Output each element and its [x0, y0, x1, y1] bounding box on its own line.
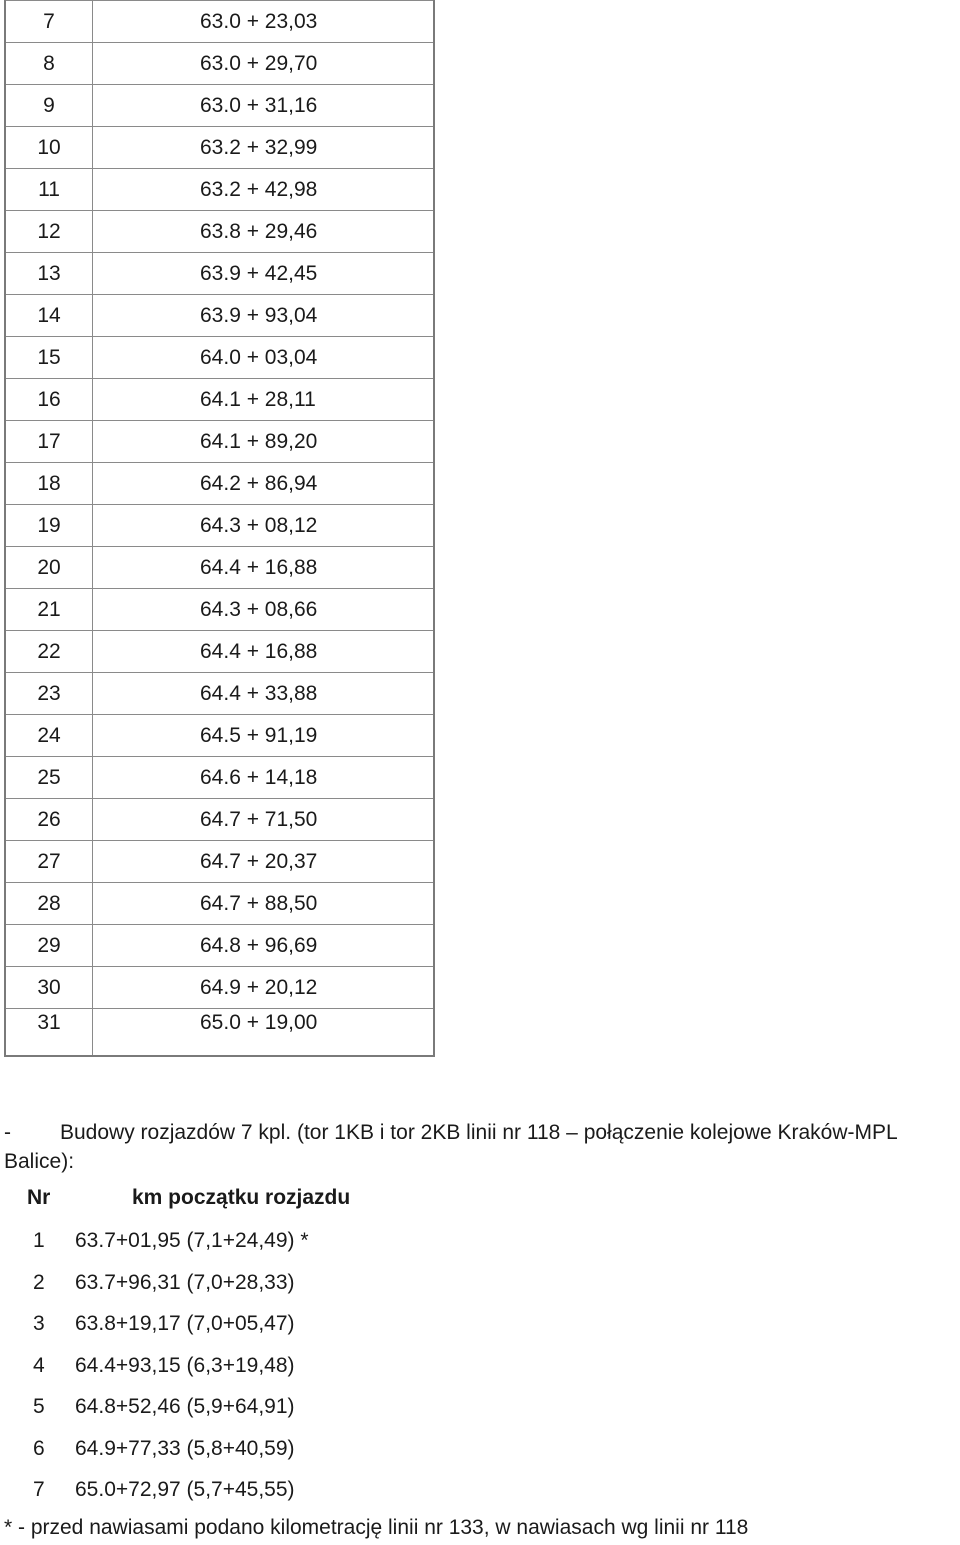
- row-number: 12: [5, 211, 93, 253]
- item-kilometrage: 64.8+52,46 (5,9+64,91): [75, 1395, 295, 1418]
- table-row: [5, 1, 434, 43]
- item-number: 5: [33, 1395, 45, 1418]
- row-kilometrage: 63.9 + 42,45: [93, 253, 435, 295]
- list-item: [0, 1392, 960, 1434]
- row-kilometrage: 64.5 + 91,19: [93, 715, 435, 757]
- row-kilometrage: 64.4 + 16,88: [93, 547, 435, 589]
- table-row: [5, 463, 434, 505]
- row-number: 23: [5, 673, 93, 715]
- row-kilometrage: 64.3 + 08,66: [93, 589, 435, 631]
- item-kilometrage: 64.4+93,15 (6,3+19,48): [75, 1353, 295, 1377]
- switch-list: [0, 1226, 960, 1517]
- row-kilometrage: 63.0 + 23,03: [93, 1, 435, 43]
- table-row: [5, 925, 434, 967]
- row-kilometrage: 64.7 + 88,50: [93, 883, 435, 925]
- row-kilometrage: 64.1 + 28,11: [93, 379, 435, 421]
- row-number: 15: [5, 337, 93, 379]
- row-number: 14: [5, 295, 93, 337]
- table-row: [5, 421, 434, 463]
- table-row: [5, 547, 434, 589]
- table-row: [5, 631, 434, 673]
- row-number: 30: [5, 967, 93, 1009]
- list-item: [0, 1309, 960, 1351]
- table-row: [5, 337, 434, 379]
- list-item: [0, 1434, 960, 1476]
- item-kilometrage: 63.7+96,31 (7,0+28,33): [75, 1270, 295, 1294]
- row-kilometrage: 64.1 + 89,20: [93, 421, 435, 463]
- table-row: [5, 127, 434, 169]
- list-item: [0, 1475, 960, 1517]
- row-kilometrage: 64.6 + 14,18: [93, 757, 435, 799]
- row-number: 17: [5, 421, 93, 463]
- row-number: 31: [5, 1009, 93, 1057]
- row-kilometrage: 64.2 + 86,94: [93, 463, 435, 505]
- row-kilometrage: 63.2 + 32,99: [93, 127, 435, 169]
- item-number: 2: [33, 1270, 45, 1294]
- row-number: 9: [5, 85, 93, 127]
- row-kilometrage: 63.8 + 29,46: [93, 211, 435, 253]
- row-number: 28: [5, 883, 93, 925]
- table-row: [5, 967, 434, 1009]
- table-row: [5, 715, 434, 757]
- table-row: [5, 841, 434, 883]
- table-row: [5, 799, 434, 841]
- row-number: 10: [5, 127, 93, 169]
- row-number: 19: [5, 505, 93, 547]
- kilometrage-table: [4, 0, 435, 1057]
- row-number: 13: [5, 253, 93, 295]
- item-number: 3: [33, 1312, 45, 1335]
- table-row: [5, 673, 434, 715]
- row-kilometrage: 63.0 + 29,70: [93, 43, 435, 85]
- list-item: [0, 1226, 960, 1268]
- row-number: 11: [5, 169, 93, 211]
- row-kilometrage: 63.2 + 42,98: [93, 169, 435, 211]
- row-kilometrage: 64.7 + 20,37: [93, 841, 435, 883]
- list-item: [0, 1268, 960, 1310]
- item-number: 7: [33, 1478, 45, 1501]
- bullet-dash: -: [4, 1121, 11, 1144]
- section-intro-text: Budowy rozjazdów 7 kpl. (tor 1KB i tor 2KB linii nr 118 – połączenie kolejowe Kraków-MPL Balice):: [4, 1121, 897, 1173]
- item-kilometrage: 64.9+77,33 (5,8+40,59): [75, 1436, 295, 1460]
- row-number: 21: [5, 589, 93, 631]
- item-kilometrage: 63.7+01,95 (7,1+24,49) *: [75, 1229, 309, 1252]
- table-row: [5, 883, 434, 925]
- table-row: [5, 85, 434, 127]
- row-number: 27: [5, 841, 93, 883]
- row-number: 29: [5, 925, 93, 967]
- row-kilometrage: 64.8 + 96,69: [93, 925, 435, 967]
- row-number: 22: [5, 631, 93, 673]
- table-row: [5, 211, 434, 253]
- row-number: 20: [5, 547, 93, 589]
- row-kilometrage: 64.3 + 08,12: [93, 505, 435, 547]
- header-nr: Nr: [27, 1186, 51, 1209]
- table-row: [5, 505, 434, 547]
- row-number: 16: [5, 379, 93, 421]
- row-number: 24: [5, 715, 93, 757]
- row-number: 18: [5, 463, 93, 505]
- switch-list-header: [27, 1186, 351, 1210]
- row-number: 7: [5, 1, 93, 43]
- table-row: [5, 43, 434, 85]
- row-number: 25: [5, 757, 93, 799]
- footnote: * - przed nawiasami podano kilometrację linii nr 133, w nawiasach wg linii nr 118: [4, 1516, 749, 1539]
- row-number: 8: [5, 43, 93, 85]
- item-number: 1: [33, 1229, 45, 1252]
- row-kilometrage: 64.4 + 16,88: [93, 631, 435, 673]
- table-row: [5, 253, 434, 295]
- row-number: 26: [5, 799, 93, 841]
- table-row: [5, 757, 434, 799]
- header-km: km początku rozjazdu: [132, 1186, 351, 1209]
- row-kilometrage: 64.0 + 03,04: [93, 337, 435, 379]
- table-row: [5, 379, 434, 421]
- row-kilometrage: 63.9 + 93,04: [93, 295, 435, 337]
- table-row: [5, 295, 434, 337]
- table-row: [5, 169, 434, 211]
- list-item: [0, 1351, 960, 1393]
- item-number: 6: [33, 1436, 45, 1460]
- item-kilometrage: 63.8+19,17 (7,0+05,47): [75, 1312, 295, 1335]
- table-row: [5, 1009, 434, 1057]
- item-kilometrage: 65.0+72,97 (5,7+45,55): [75, 1478, 295, 1501]
- row-kilometrage: 64.9 + 20,12: [93, 967, 435, 1009]
- row-kilometrage: 64.7 + 71,50: [93, 799, 435, 841]
- section-intro: [4, 1118, 960, 1176]
- row-kilometrage: 65.0 + 19,00: [93, 1009, 435, 1057]
- item-number: 4: [33, 1353, 45, 1377]
- row-kilometrage: 64.4 + 33,88: [93, 673, 435, 715]
- table-row: [5, 589, 434, 631]
- row-kilometrage: 63.0 + 31,16: [93, 85, 435, 127]
